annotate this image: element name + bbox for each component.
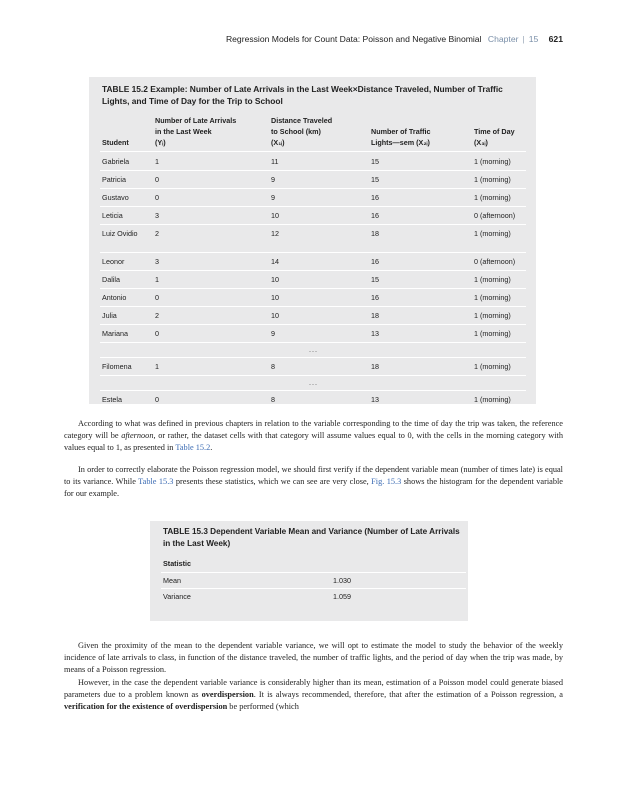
running-head	[60, 34, 563, 44]
col-header-statistic: Statistic	[163, 559, 191, 568]
col-header-student: Student	[102, 138, 129, 147]
table-ellipsis: ...	[309, 378, 318, 387]
table-15-3-link[interactable]: Table 15.3	[138, 477, 174, 487]
row-divider	[100, 375, 526, 376]
row-divider	[100, 270, 526, 271]
table-15-2-link[interactable]: Table 15.2	[175, 443, 211, 453]
row-divider	[100, 170, 526, 171]
chapter-number: 15	[528, 34, 539, 44]
table-15-2	[89, 77, 536, 404]
row-divider	[100, 224, 526, 225]
table-15-3-caption: TABLE 15.3 Dependent Variable Mean and Variance (Number of Late Arrivals in the Last Week)	[163, 527, 460, 548]
table-ellipsis: ...	[309, 345, 318, 354]
page-number: 621	[548, 34, 563, 44]
running-title: Regression Models for Count Data: Poisson and Negative Binomial	[225, 34, 482, 44]
paragraph-1: According to what was defined in previous chapters in relation to the variable corresponding to the time of day the trip was taken, the reference category will be afternoon, or rather, the dataset cells with that category will assume values equal to 0, with the cells in the morning category with values equal to 1, as presented in Table 15.2.	[64, 419, 563, 453]
header-divider	[161, 572, 466, 573]
paragraph-3: Given the proximity of the mean to the dependent variable variance, we will opt to estimate the model to study the behavior of the weekly incidence of late arrivals to class, in function of the distance traveled, the number of traffic lights, and the period of day when the trip was made, by means of a Poisson regression.	[64, 641, 563, 675]
table-15-3: TABLE 15.3 Dependent Variable Mean and Variance (Number of Late Arrivals in the Last Week) Statistic Mean 1.030 Variance 1.059	[150, 521, 468, 621]
fig-15-3-link[interactable]: Fig. 15.3	[371, 477, 402, 487]
paragraph-2: In order to correctly elaborate the Poisson regression model, we should first verify if the dependent variable mean (number of times late) is equal to its variance. While Table 15.3 presents these statistics, which we can see are very close, Fig. 15.3 shows the histogram for the dependent variable for our example.	[64, 465, 563, 499]
col-header-late-arrivals: Number of Late Arrivals in the Last Week (Yᵢ)	[155, 116, 237, 147]
row-divider	[100, 390, 526, 391]
chapter-separator: |	[522, 34, 525, 44]
col-header-traffic-lights: Number of Traffic Lights—sem (X₂ᵢ)	[371, 127, 431, 147]
chapter-label: Chapter	[487, 34, 519, 44]
col-header-time-of-day: Time of Day (X₃ᵢ)	[474, 127, 515, 147]
paragraph-4: However, in the case the dependent variable variance is considerably higher than its mean, estimation of a Poisson model could generate biased parameters due to a problem known as overdispersion. It is always recommended, therefore, that after the estimation of a Poisson regression, a verification for the existence of overdispersion be performed (which	[64, 678, 563, 712]
row-divider	[100, 252, 526, 253]
row-divider	[100, 306, 526, 307]
row-divider	[100, 342, 526, 343]
row-divider	[161, 588, 466, 589]
header-divider	[100, 151, 526, 152]
table-15-2-caption: TABLE 15.2 Example: Number of Late Arrivals in the Last Week×Distance Traveled, Number of Traffic Lights, and Time of Day for the Trip to School	[102, 84, 503, 106]
row-divider	[100, 357, 526, 358]
col-header-distance: Distance Traveled to School (km) (X₁ᵢ)	[271, 116, 333, 147]
row-divider	[100, 206, 526, 207]
row-divider	[100, 188, 526, 189]
table-15-2-grid: Student Number of Late Arrivals in the Last Week (Yᵢ) Distance Traveled to School (km) (X₁ᵢ) Number of Traffic Lights—sem (X₂ᵢ) Time of Day (X₃ᵢ) Gabriela 1 11 15 1 (morning) Patricia 0 9 15 1 (morning) Gustavo 0 9 16 1 (morning) Leticia 3 10 16 0 (afternoon) Luiz Ovidio 2 12 18 1 (morning) Leonor 3 14 16 0 (afternoon) Dalila 1 10 15 1 (morning) Antonio 0 10 16 1 (morning) Julia 2 10 18 1 (morning) Mariana 0 9 13 1 (morning) ... Filomena 1 8 18 1 (morning) ... Estela 0 8 13 1 (morning)	[100, 113, 526, 474]
row-divider	[100, 324, 526, 325]
row-divider	[100, 288, 526, 289]
